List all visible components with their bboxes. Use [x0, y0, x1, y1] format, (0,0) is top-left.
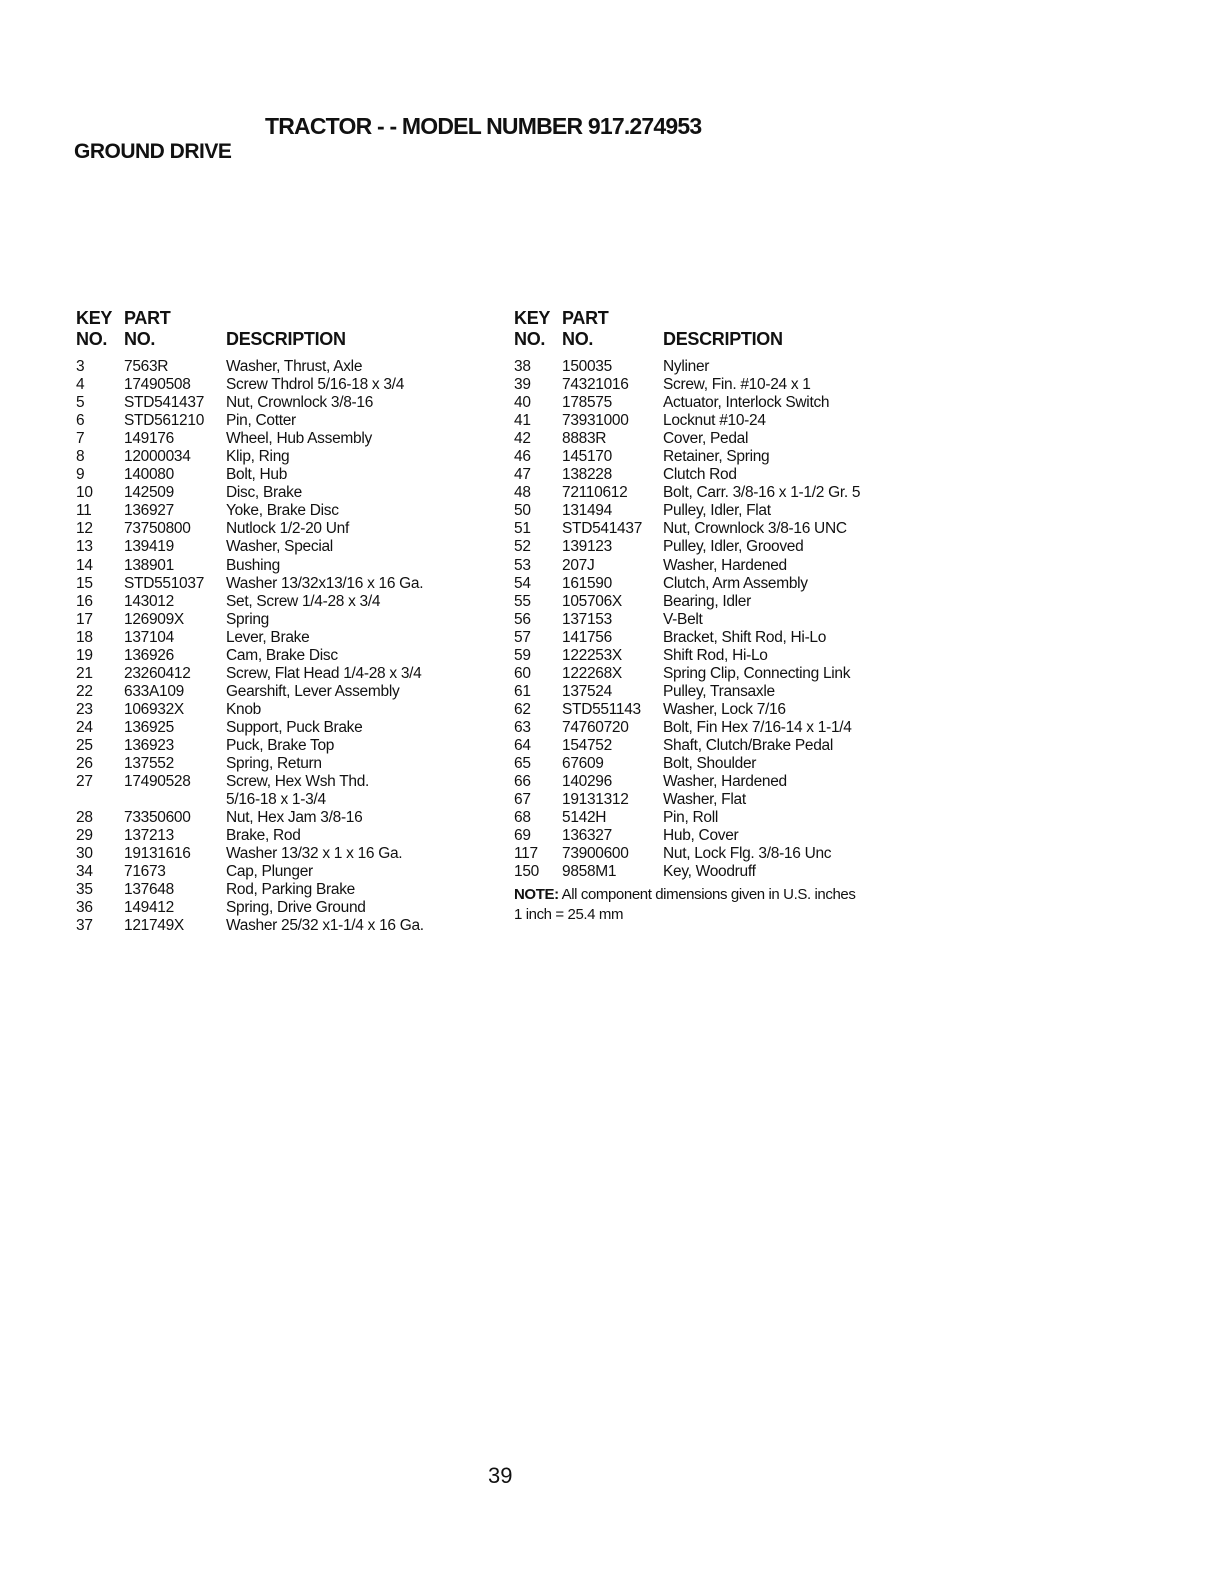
key-no: 50 [514, 502, 531, 520]
description: Washer, Special [226, 538, 333, 556]
table-row [514, 791, 934, 809]
description: Washer 13/32 x 1 x 16 Ga. [226, 845, 403, 863]
table-row [76, 881, 496, 899]
key-no: 18 [76, 628, 93, 646]
key-no-header: NO. [76, 329, 108, 349]
part-no: 136927 [124, 502, 174, 520]
note-text: All component dimensions given in U.S. inches [558, 886, 856, 904]
description: Bolt, Hub [226, 466, 288, 484]
description: Bracket, Shift Rod, Hi-Lo [663, 628, 827, 646]
part-no: 19131616 [124, 845, 191, 863]
table-row [76, 394, 496, 412]
description: Nut, Crownlock 3/8-16 UNC [663, 520, 847, 538]
table-row [76, 683, 496, 701]
parts-table-left [76, 308, 496, 936]
table-row [514, 863, 934, 881]
key-no: 5 [76, 394, 85, 412]
description: Hub, Cover [663, 827, 739, 845]
key-no: 37 [76, 917, 93, 935]
part-no: 7563R [124, 358, 169, 375]
table-row [76, 502, 496, 520]
key-no: 55 [514, 592, 531, 610]
description: Spring [226, 610, 270, 628]
description: Rod, Parking Brake [226, 881, 355, 899]
table-row [514, 827, 934, 845]
part-no: 19131312 [562, 791, 629, 809]
part-no: 139123 [562, 538, 612, 556]
part-no: 106932X [124, 700, 184, 718]
key-no: 14 [76, 556, 93, 574]
part-no: 137213 [124, 827, 174, 845]
key-no: 24 [76, 718, 93, 736]
parts-table-right [514, 308, 934, 925]
key-no: 46 [514, 448, 531, 466]
part-no: 73350600 [124, 809, 191, 827]
part-no: 5142H [562, 809, 607, 827]
table-row [76, 593, 496, 611]
part-no-header: NO. [124, 329, 156, 349]
description: 5/16-18 x 1-3/4 [226, 791, 326, 809]
part-no: 140080 [124, 466, 174, 484]
description: Pulley, Idler, Flat [663, 502, 771, 520]
description: Bushing [226, 556, 280, 574]
part-no: 136923 [124, 736, 174, 754]
part-no: 136925 [124, 718, 174, 736]
key-no: 9 [76, 466, 85, 484]
part-no: 74760720 [562, 718, 629, 736]
part-no: 150035 [562, 358, 612, 375]
table-row [76, 575, 496, 593]
key-no: 17 [76, 610, 93, 628]
key-no: 40 [514, 394, 531, 412]
table-row [76, 899, 496, 917]
key-no: 59 [514, 646, 531, 664]
description: Pin, Roll [663, 809, 719, 827]
table-row [514, 737, 934, 755]
part-no: 131494 [562, 502, 612, 520]
description-header: DESCRIPTION [226, 329, 346, 349]
part-no: 137552 [124, 755, 174, 773]
note-label: NOTE: [514, 886, 559, 904]
description: Clutch, Arm Assembly [663, 574, 808, 592]
table-row [514, 520, 934, 538]
table-row [76, 863, 496, 881]
table-row [76, 430, 496, 448]
description: Set, Screw 1/4-28 x 3/4 [226, 592, 381, 610]
description: Cam, Brake Disc [226, 646, 338, 664]
part-no: 161590 [562, 574, 612, 592]
key-no: 68 [514, 809, 531, 827]
description: Nyliner [663, 358, 710, 375]
key-no: 63 [514, 718, 531, 736]
key-no: 65 [514, 755, 531, 773]
description: Shaft, Clutch/Brake Pedal [663, 736, 833, 754]
table-row [514, 448, 934, 466]
table-row [514, 809, 934, 827]
description: Cap, Plunger [226, 863, 313, 881]
description: Cover, Pedal [663, 430, 749, 448]
table-row [76, 448, 496, 466]
key-no: 69 [514, 827, 531, 845]
key-no: 42 [514, 430, 531, 448]
key-no: 19 [76, 646, 93, 664]
description: Yoke, Brake Disc [226, 502, 339, 520]
description: Screw Thdrol 5/16-18 x 3/4 [226, 376, 405, 394]
part-no: 145170 [562, 448, 612, 466]
description: Washer 25/32 x1-1/4 x 16 Ga. [226, 917, 424, 935]
part-header: PART [562, 308, 609, 328]
table-row [514, 557, 934, 575]
part-no: 9858M1 [562, 863, 617, 881]
table-row [514, 358, 934, 376]
part-no: 142509 [124, 484, 174, 502]
table-row [514, 538, 934, 556]
description: Support, Puck Brake [226, 718, 363, 736]
table-row [76, 358, 496, 376]
description: Screw, Flat Head 1/4-28 x 3/4 [226, 664, 422, 682]
section-title: GROUND DRIVE [74, 140, 232, 163]
part-no: 633A109 [124, 682, 184, 700]
table-row [514, 394, 934, 412]
key-no: 48 [514, 484, 531, 502]
table-row [76, 611, 496, 629]
table-row [76, 809, 496, 827]
part-no: 122253X [562, 646, 622, 664]
key-no: 51 [514, 520, 531, 538]
table-row [76, 629, 496, 647]
table-row [76, 701, 496, 719]
key-no: 23 [76, 700, 93, 718]
table-row [76, 737, 496, 755]
key-no: 4 [76, 376, 85, 394]
part-no-header: NO. [562, 329, 594, 349]
description: Gearshift, Lever Assembly [226, 682, 400, 700]
part-no: 136926 [124, 646, 174, 664]
table-row [514, 701, 934, 719]
key-no: 8 [76, 448, 85, 466]
dimension-note [514, 885, 934, 925]
part-no: 73750800 [124, 520, 191, 538]
table-row [76, 376, 496, 394]
part-no: STD551037 [124, 574, 205, 592]
part-no: 121749X [124, 917, 184, 935]
table-row [514, 845, 934, 863]
table-row [514, 629, 934, 647]
key-no: 62 [514, 700, 531, 718]
description: Key, Woodruff [663, 863, 756, 881]
description: Knob [226, 700, 261, 718]
table-row [76, 917, 496, 935]
table-row [76, 647, 496, 665]
table-row [76, 773, 496, 791]
description: V-Belt [663, 610, 703, 628]
part-no: 138901 [124, 556, 174, 574]
key-no: 47 [514, 466, 531, 484]
description: Spring Clip, Connecting Link [663, 664, 851, 682]
description: Shift Rod, Hi-Lo [663, 646, 768, 664]
key-no: 7 [76, 430, 85, 448]
key-no: 10 [76, 484, 93, 502]
table-row [514, 484, 934, 502]
key-no: 57 [514, 628, 531, 646]
description: Retainer, Spring [663, 448, 770, 466]
key-no: 16 [76, 592, 93, 610]
part-no: 8883R [562, 430, 607, 448]
description: Actuator, Interlock Switch [663, 394, 830, 412]
table-row [76, 538, 496, 556]
part-no: STD541437 [124, 394, 205, 412]
part-no: 74321016 [562, 376, 629, 394]
key-no: 21 [76, 664, 93, 682]
key-no-header: NO. [514, 329, 546, 349]
part-no: 140296 [562, 773, 612, 791]
key-header: KEY [514, 308, 551, 328]
table-row [76, 827, 496, 845]
key-no: 39 [514, 376, 531, 394]
part-no: 138228 [562, 466, 612, 484]
key-no: 60 [514, 664, 531, 682]
part-no: 122268X [562, 664, 622, 682]
part-no: 178575 [562, 394, 612, 412]
key-no: 54 [514, 574, 531, 592]
table-header [514, 308, 934, 358]
part-no: 105706X [562, 592, 622, 610]
table-header [76, 308, 496, 358]
table-row [76, 845, 496, 863]
part-no: 137153 [562, 610, 612, 628]
key-no: 11 [76, 502, 92, 520]
description: Bolt, Fin Hex 7/16-14 x 1-1/4 [663, 718, 852, 736]
description: Washer, Thrust, Axle [226, 358, 363, 375]
description: Locknut #10-24 [663, 412, 766, 430]
description: Nut, Lock Flg. 3/8-16 Unc [663, 845, 832, 863]
part-no: 149412 [124, 899, 174, 917]
part-no: 137524 [562, 682, 612, 700]
description: Nutlock 1/2-20 Unf [226, 520, 349, 538]
table-row [76, 484, 496, 502]
table-rows [514, 358, 934, 881]
key-no: 117 [514, 845, 538, 863]
part-no: 73900600 [562, 845, 629, 863]
part-no: 207J [562, 556, 595, 574]
key-no: 34 [76, 863, 93, 881]
description: Screw, Fin. #10-24 x 1 [663, 376, 811, 394]
description: Washer, Lock 7/16 [663, 700, 786, 718]
part-no: 143012 [124, 592, 174, 610]
key-no: 41 [514, 412, 531, 430]
key-no: 30 [76, 845, 93, 863]
description: Washer, Hardened [663, 556, 787, 574]
part-no: 136327 [562, 827, 612, 845]
part-no: 126909X [124, 610, 184, 628]
key-no: 15 [76, 574, 93, 592]
description: Disc, Brake [226, 484, 302, 502]
part-no: 154752 [562, 736, 612, 754]
key-no: 61 [514, 682, 531, 700]
table-row [76, 466, 496, 484]
key-no: 36 [76, 899, 93, 917]
part-no: 137104 [124, 628, 174, 646]
part-header: PART [124, 308, 171, 328]
table-row [514, 376, 934, 394]
description: Brake, Rod [226, 827, 301, 845]
description: Pulley, Idler, Grooved [663, 538, 804, 556]
part-no: 67609 [562, 755, 604, 773]
key-no: 12 [76, 520, 93, 538]
table-row [514, 647, 934, 665]
part-no: 149176 [124, 430, 174, 448]
description: Spring, Return [226, 755, 322, 773]
table-row [76, 557, 496, 575]
table-row [514, 466, 934, 484]
note-conversion: 1 inch = 25.4 mm [514, 906, 624, 924]
description: Pulley, Transaxle [663, 682, 775, 700]
key-no: 22 [76, 682, 93, 700]
description: Klip, Ring [226, 448, 290, 466]
table-row [514, 683, 934, 701]
table-row [76, 719, 496, 737]
table-row [76, 755, 496, 773]
key-no: 66 [514, 773, 531, 791]
key-no: 3 [76, 358, 85, 375]
key-no: 38 [514, 358, 531, 375]
description: Bolt, Shoulder [663, 755, 757, 773]
description: Washer, Flat [663, 791, 746, 809]
table-row [514, 430, 934, 448]
description: Washer, Hardened [663, 773, 787, 791]
key-no: 56 [514, 610, 531, 628]
part-no: 71673 [124, 863, 166, 881]
table-row [514, 611, 934, 629]
part-no: 141756 [562, 628, 612, 646]
table-row [514, 575, 934, 593]
description: Screw, Hex Wsh Thd. [226, 773, 370, 791]
part-no: 72110612 [562, 484, 628, 502]
description: Nut, Hex Jam 3/8-16 [226, 809, 363, 827]
table-rows [76, 358, 496, 936]
table-row [514, 755, 934, 773]
table-row [514, 502, 934, 520]
key-no: 150 [514, 863, 539, 881]
description-header: DESCRIPTION [663, 329, 783, 349]
page-number: 39 [488, 1463, 513, 1488]
description: Clutch Rod [663, 466, 737, 484]
key-no: 28 [76, 809, 93, 827]
part-no: STD561210 [124, 412, 205, 430]
description: Bearing, Idler [663, 592, 751, 610]
table-row [514, 412, 934, 430]
page-title: TRACTOR - - MODEL NUMBER 917.274953 [265, 113, 702, 139]
table-row [514, 665, 934, 683]
description: Nut, Crownlock 3/8-16 [226, 394, 374, 412]
table-row [514, 719, 934, 737]
part-no: 137648 [124, 881, 174, 899]
table-row [76, 520, 496, 538]
key-no: 26 [76, 755, 93, 773]
key-no: 13 [76, 538, 93, 556]
part-no: 17490528 [124, 773, 191, 791]
key-header: KEY [76, 308, 113, 328]
key-no: 27 [76, 773, 93, 791]
key-no: 35 [76, 881, 93, 899]
part-no: 73931000 [562, 412, 629, 430]
key-no: 29 [76, 827, 93, 845]
table-row [76, 412, 496, 430]
key-no: 25 [76, 736, 93, 754]
key-no: 52 [514, 538, 531, 556]
description: Pin, Cotter [226, 412, 296, 430]
key-no: 67 [514, 791, 531, 809]
key-no: 6 [76, 412, 85, 430]
part-no: 17490508 [124, 376, 191, 394]
description: Spring, Drive Ground [226, 899, 366, 917]
table-row [514, 773, 934, 791]
description: Bolt, Carr. 3/8-16 x 1-1/2 Gr. 5 [663, 484, 861, 502]
description: Lever, Brake [226, 628, 310, 646]
key-no: 64 [514, 736, 531, 754]
description: Puck, Brake Top [226, 736, 335, 754]
table-row [76, 665, 496, 683]
description: Wheel, Hub Assembly [226, 430, 372, 448]
table-row [76, 791, 496, 809]
part-no: STD551143 [562, 700, 641, 718]
part-no: 139419 [124, 538, 174, 556]
part-no: STD541437 [562, 520, 643, 538]
table-row [514, 593, 934, 611]
part-no: 23260412 [124, 664, 191, 682]
part-no: 12000034 [124, 448, 191, 466]
key-no: 53 [514, 556, 531, 574]
description: Washer 13/32x13/16 x 16 Ga. [226, 574, 424, 592]
